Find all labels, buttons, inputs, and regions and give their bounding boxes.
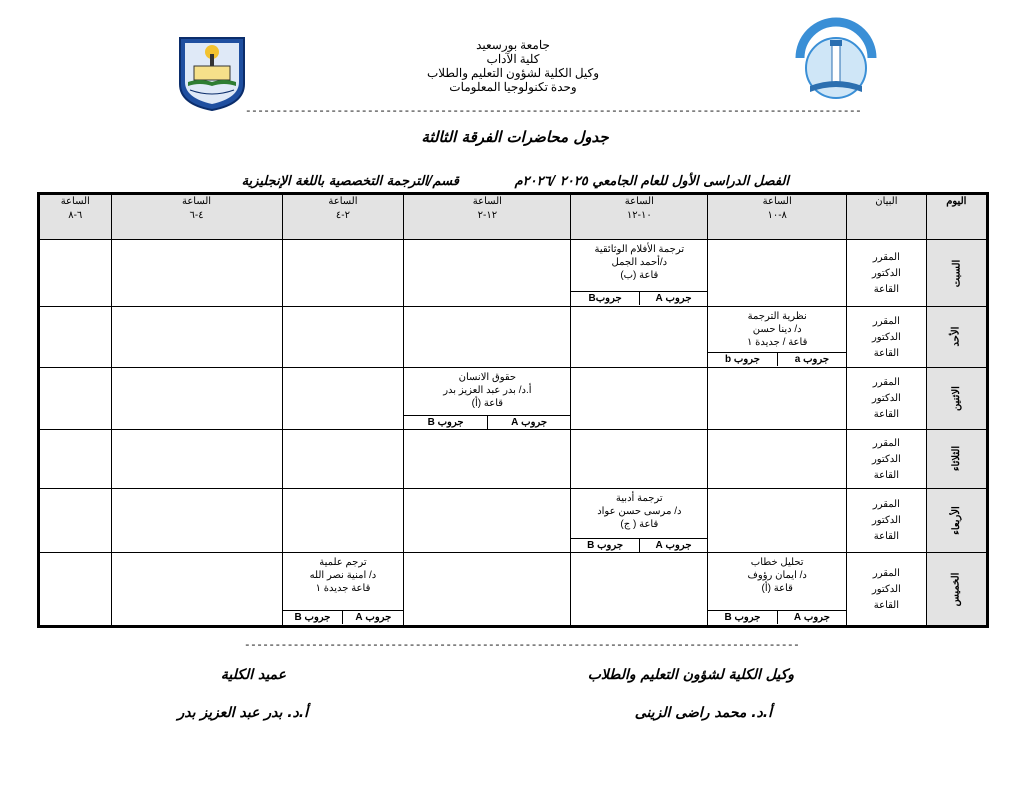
empty-cell	[571, 553, 708, 627]
faculty-name: كلية الآداب	[486, 52, 540, 66]
day-row	[39, 240, 988, 307]
row-label: القاعة	[873, 469, 899, 481]
course-name: نظرية الترجمة	[747, 311, 807, 323]
row-labels	[847, 553, 927, 627]
group-split	[708, 352, 846, 366]
row-labels	[847, 430, 927, 489]
day-name-cell	[926, 240, 987, 307]
empty-cell	[404, 488, 571, 553]
row-label: الدكتور	[871, 584, 901, 596]
row-labels	[847, 307, 927, 368]
empty-cell	[111, 240, 282, 307]
row-label: القاعة	[873, 284, 899, 296]
slot-header: الساعة ١٠-١٢	[571, 194, 708, 240]
row-label: المقرر	[872, 499, 900, 511]
dean-title: عميد الكلية	[220, 667, 286, 683]
row-label: الدكتور	[871, 515, 901, 527]
course-name: تحليل خطاب	[750, 557, 804, 569]
group-label: جروب B	[708, 611, 777, 624]
day-name: السبت	[950, 259, 962, 288]
row-label: الدكتور	[871, 453, 901, 465]
lecture-cell	[571, 240, 708, 307]
empty-cell	[404, 553, 571, 627]
row-label: المقرر	[872, 377, 900, 389]
vice-dean-title: وكيل الكلية لشؤون التعليم والطلاب	[587, 667, 794, 683]
lecture-cell	[708, 553, 847, 627]
empty-cell	[404, 307, 571, 368]
empty-cell	[708, 488, 847, 553]
row-labels	[847, 488, 927, 553]
group-label: جروب b	[708, 353, 777, 366]
doctor-name: د/ ايمان رؤوف	[747, 570, 807, 582]
university-logo	[172, 32, 252, 116]
lecture-cell	[282, 553, 404, 627]
schedule-table	[37, 192, 989, 628]
label-header: البيان	[847, 194, 927, 240]
group-split	[571, 538, 707, 552]
empty-cell	[282, 240, 404, 307]
slot-header: الساعة ٢-٤	[282, 194, 404, 240]
lecture-cell	[708, 307, 847, 368]
group-label: جروب a	[794, 354, 830, 366]
empty-cell	[111, 307, 282, 368]
slot-header: الساعة ٦-٨	[39, 194, 112, 240]
row-label: الدكتور	[871, 331, 901, 343]
room-name: قاعة / جديدة ١	[747, 337, 808, 349]
day-name: الخميس	[950, 572, 962, 607]
empty-cell	[39, 307, 112, 368]
empty-cell	[571, 430, 708, 489]
empty-cell	[571, 307, 708, 368]
group-split	[708, 610, 846, 624]
doctor-name: أ.د/ بدر عبد العزيز بدر	[443, 384, 532, 396]
empty-cell	[111, 430, 282, 489]
course-name: ترجم علمية	[319, 557, 367, 569]
day-name-cell	[926, 488, 987, 553]
row-label: المقرر	[872, 568, 900, 580]
day-header: اليوم	[926, 194, 987, 240]
group-label: جروب A	[793, 612, 830, 624]
day-name: الأحد	[950, 326, 962, 347]
empty-cell	[39, 240, 112, 307]
department-label: قسم/الترجمة التخصصية باللغة الإنجليزية	[241, 174, 459, 189]
slot-header: الساعة ٨-١٠	[708, 194, 847, 240]
day-row	[39, 367, 988, 430]
group-label: جروب A	[355, 612, 392, 624]
doctor-name: د/أحمد الجمل	[611, 257, 668, 269]
course-name: حقوق الانسان	[458, 371, 517, 383]
group-label: جروب A	[655, 539, 692, 551]
empty-cell	[282, 307, 404, 368]
empty-cell	[404, 240, 571, 307]
day-name: الثلاثاء	[950, 446, 962, 472]
empty-cell	[708, 240, 847, 307]
group-label: جروب B	[404, 416, 488, 429]
row-label: المقرر	[872, 315, 900, 327]
room-name: قاعة (أ)	[761, 583, 793, 595]
lecture-cell	[404, 367, 571, 430]
footer-separator: -------------------------------------------------------------------------------------------	[244, 640, 800, 652]
day-row	[39, 553, 988, 627]
day-name-cell	[926, 553, 987, 627]
empty-cell	[111, 553, 282, 627]
doctor-name: د/ دينا حسن	[752, 324, 802, 336]
vice-dean-office: وكيل الكلية لشؤون التعليم والطلاب	[426, 66, 600, 80]
faculty-logo	[790, 18, 882, 112]
empty-cell	[708, 367, 847, 430]
day-name: الأربعاء	[950, 506, 962, 535]
empty-cell	[111, 488, 282, 553]
header-block	[400, 38, 626, 94]
empty-cell	[39, 367, 112, 430]
empty-cell	[282, 367, 404, 430]
room-name: قاعة (ب)	[620, 270, 659, 282]
empty-cell	[39, 430, 112, 489]
day-name-cell	[926, 367, 987, 430]
course-name: ترجمة أدبية	[615, 492, 663, 504]
empty-cell	[39, 553, 112, 627]
day-name: الاثنين	[950, 385, 962, 411]
day-row	[39, 430, 988, 489]
empty-cell	[282, 430, 404, 489]
empty-cell	[111, 367, 282, 430]
row-label: المقرر	[872, 437, 900, 449]
empty-cell	[571, 367, 708, 430]
page-title: جدول محاضرات الفرقة الثالثة	[421, 128, 609, 146]
empty-cell	[404, 430, 571, 489]
it-unit: وحدة تكنولوجيا المعلومات	[449, 80, 577, 94]
slot-header: الساعة ٤-٦	[111, 194, 282, 240]
day-row	[39, 307, 988, 368]
doctor-name: د/ مرسى حسن عواد	[597, 505, 682, 517]
term-label: الفصل الدراسى الأول للعام الجامعي ٢٠٢٥ /٢٠٢٦م	[514, 174, 789, 189]
row-label: القاعة	[873, 347, 899, 359]
empty-cell	[282, 488, 404, 553]
doctor-name: د/ امنية نصر الله	[309, 570, 377, 582]
slot-header: الساعة ١٢-٢	[404, 194, 571, 240]
header-row	[39, 194, 988, 240]
course-name: ترجمة الأفلام الوثائقية	[594, 244, 685, 256]
row-label: القاعة	[873, 409, 899, 421]
group-label: جروب B	[283, 611, 344, 624]
row-label: القاعة	[873, 531, 899, 543]
lecture-cell	[571, 488, 708, 553]
group-split	[404, 415, 570, 429]
group-label: جروب B	[571, 539, 639, 552]
row-labels	[847, 367, 927, 430]
day-name-cell	[926, 430, 987, 489]
day-row	[39, 488, 988, 553]
dean-name: أ.د. بدر عبد العزيز بدر	[177, 705, 308, 721]
row-label: المقرر	[872, 252, 900, 264]
university-name: جامعة بورسعيد	[476, 38, 550, 52]
row-label: القاعة	[873, 600, 899, 612]
group-label: جروب A	[511, 416, 548, 428]
row-label: الدكتور	[871, 393, 901, 405]
room-name: قاعة جديدة ١	[315, 583, 371, 595]
day-name-cell	[926, 307, 987, 368]
group-label: جروب A	[655, 293, 692, 305]
empty-cell	[708, 430, 847, 489]
row-labels	[847, 240, 927, 307]
vice-dean-name: أ.د. محمد راضى الزينى	[634, 705, 772, 721]
group-split	[571, 291, 707, 305]
empty-cell	[39, 488, 112, 553]
group-split	[283, 610, 404, 624]
room-name: قاعة ( ج)	[620, 518, 659, 530]
group-label: جروبB	[571, 292, 639, 305]
header-separator: -----------------------------------------------------------------------------------------------------	[245, 106, 862, 118]
room-name: قاعة (أ)	[471, 397, 504, 409]
row-label: الدكتور	[871, 268, 901, 280]
